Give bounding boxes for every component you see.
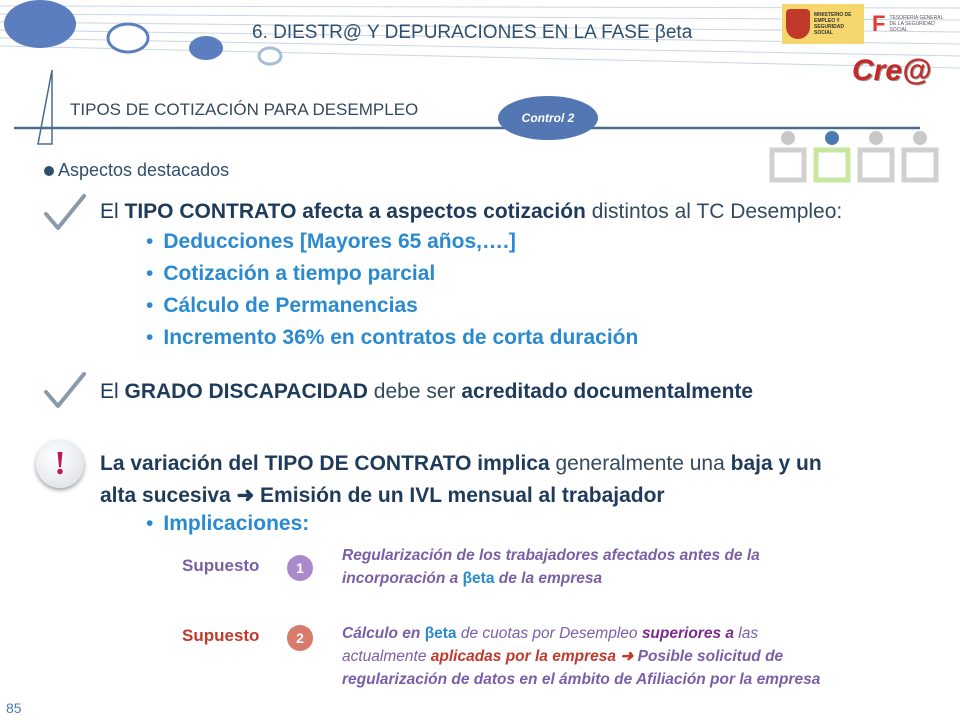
step-3 bbox=[860, 131, 892, 180]
supuesto-2-description: Cálculo en βeta de cuotas por Desempleo superiores a las actualmente aplicadas por la empresa ➜ Posible solicitud de regularización de datos en el ámbito de Afiliación por la empresa bbox=[342, 625, 821, 688]
bullet-item: • Cálculo de Permanencias bbox=[146, 294, 418, 318]
point3-text: La variación del TIPO DE CONTRATO implica generalmente una baja y un alta sucesiva ➜ Emisión de un IVL mensual al trabajador bbox=[100, 452, 822, 507]
tgss-icon: F bbox=[872, 11, 886, 36]
logo-tesoreria-text: TESORERÍA GENERAL DE LA SEGURIDAD SOCIAL bbox=[889, 15, 944, 33]
arrow-right-icon: ➜ bbox=[236, 484, 255, 507]
step-1 bbox=[772, 131, 804, 180]
page-number: 85 bbox=[6, 700, 22, 716]
bullet-item: • Incremento 36% en contratos de corta duración bbox=[146, 326, 638, 350]
implicaciones-bullet: • Implicaciones: bbox=[146, 512, 309, 536]
bullet-item: • Cotización a tiempo parcial bbox=[146, 262, 435, 286]
supuesto-2-number: 2 bbox=[287, 625, 313, 651]
step-indicator bbox=[766, 130, 946, 184]
brand-logo: Cre@ bbox=[852, 54, 932, 87]
logo-ministerio-text: MINISTERIO DE EMPLEO Y SEGURIDAD SOCIAL bbox=[814, 12, 852, 36]
arrow-right-icon: ➜ bbox=[620, 648, 634, 665]
warning-icon: ! bbox=[36, 440, 84, 488]
supuesto-2-label: Supuesto bbox=[182, 626, 260, 645]
step-4 bbox=[904, 131, 936, 180]
coat-of-arms-icon bbox=[786, 9, 810, 39]
bullet-dot-icon bbox=[44, 166, 54, 176]
bullet-item: • Deducciones [Mayores 65 años,….] bbox=[146, 230, 516, 254]
supuesto-1-description: Regularización de los trabajadores afectados antes de la incorporación a βeta de la empresa bbox=[342, 547, 760, 587]
control-badge: Control 2 bbox=[498, 96, 598, 140]
supuesto-1-label: Supuesto bbox=[182, 556, 260, 575]
section-subtitle: TIPOS DE COTIZACIÓN PARA DESEMPLEO bbox=[70, 100, 419, 119]
decor-circle-outline bbox=[108, 24, 148, 52]
step-2-active bbox=[816, 131, 848, 180]
logo-ministerio bbox=[782, 4, 864, 44]
decor-circle-tiny bbox=[259, 48, 281, 64]
point2-text: El GRADO DISCAPACIDAD debe ser acreditado documentalmente bbox=[100, 380, 754, 403]
supuesto-1-number: 1 bbox=[287, 555, 313, 581]
decor-circle-small bbox=[189, 36, 223, 60]
point1-text: El TIPO CONTRATO afecta a aspectos cotización distintos al TC Desempleo: bbox=[100, 200, 843, 223]
slanted-bar bbox=[38, 70, 52, 144]
slide-title: 6. DIESTR@ Y DEPURACIONES EN LA FASE βeta bbox=[252, 22, 693, 43]
logo-tesoreria bbox=[872, 6, 956, 42]
check-icon bbox=[42, 370, 86, 414]
decor-circle-large bbox=[4, 0, 76, 48]
aspects-label: Aspectos destacados bbox=[58, 160, 230, 180]
aspects-heading bbox=[44, 160, 229, 181]
check-icon bbox=[42, 192, 86, 236]
